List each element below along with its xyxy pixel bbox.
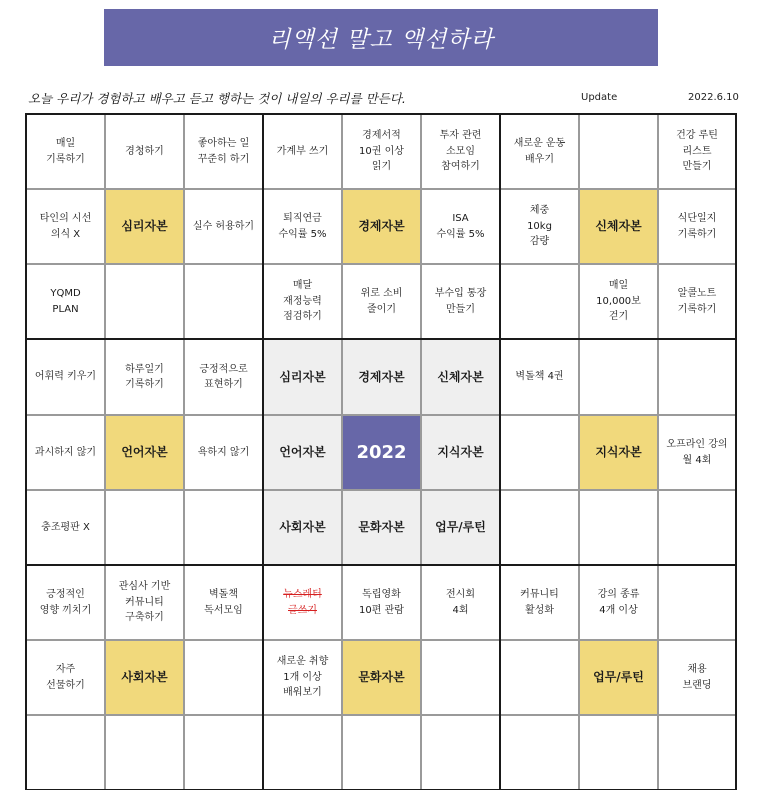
grid-cell: 독립영화 10편 관람 [342,565,421,640]
grid-cell: 경제자본 [342,339,421,415]
grid-cell: 건강 루틴 리스트 만들기 [658,114,736,189]
grid-cell: 채용 브랜딩 [658,640,736,715]
grid-cell: 문화자본 [342,640,421,715]
grid-cell [500,415,579,490]
grid-cell: 경제서적 10권 이상 읽기 [342,114,421,189]
grid-cell: 심리자본 [105,189,184,264]
grid-cell: 체중 10kg 감량 [500,189,579,264]
grid-cell: 하루일기 기록하기 [105,339,184,415]
grid-cell: 벽돌책 4권 [500,339,579,415]
grid-cell: YQMD PLAN [26,264,105,339]
grid-cell: 충조평판 X [26,490,105,565]
grid-cell: 업무/루틴 [579,640,658,715]
grid-cell [579,114,658,189]
grid-cell [500,640,579,715]
grid-cell: 새로운 취향 1개 이상 배워보기 [263,640,342,715]
grid-cell: 커뮤니티 활성화 [500,565,579,640]
grid-cell [184,490,263,565]
grid-cell: 긍정적인 영향 끼치기 [26,565,105,640]
grid-cell: 뉴스레터 글쓰기 [263,565,342,640]
grid-cell [579,715,658,790]
grid-cell: 실수 허용하기 [184,189,263,264]
grid-cell [500,715,579,790]
grid-cell: 어휘력 키우기 [26,339,105,415]
grid-cell [26,715,105,790]
grid-cell [263,715,342,790]
grid-cell: 벽돌책 독서모임 [184,565,263,640]
grid-cell: 매일 기록하기 [26,114,105,189]
grid-cell: 알콜노트 기록하기 [658,264,736,339]
grid-cell: 경제자본 [342,189,421,264]
motto-text: 오늘 우리가 경험하고 배우고 듣고 행하는 것이 내일의 우리를 만든다. [28,91,406,106]
grid-cell: 관심사 기반 커뮤니티 구축하기 [105,565,184,640]
grid-cell: 지식자본 [579,415,658,490]
grid-cell [421,640,500,715]
grid-cell: 위로 소비 줄이기 [342,264,421,339]
grid-cell: 매달 재정능력 점검하기 [263,264,342,339]
grid-cell: 타인의 시선 의식 X [26,189,105,264]
grid-cell: 언어자본 [105,415,184,490]
grid-cell [184,640,263,715]
grid-cell [342,715,421,790]
grid-cell: 부수입 통장 만들기 [421,264,500,339]
grid-cell: 새로운 운동 배우기 [500,114,579,189]
grid-cell: 긍정적으로 표현하기 [184,339,263,415]
grid-cell: 과시하지 않기 [26,415,105,490]
grid-cell [184,264,263,339]
grid-cell: 지식자본 [421,415,500,490]
grid-cell [658,490,736,565]
grid-cell: 신체자본 [421,339,500,415]
grid-cell: 오프라인 강의 월 4회 [658,415,736,490]
grid-cell: 사회자본 [263,490,342,565]
grid-cell: 심리자본 [263,339,342,415]
grid-cell [658,565,736,640]
grid-cell: 욕하지 않기 [184,415,263,490]
grid-cell: 언어자본 [263,415,342,490]
grid-cell: 신체자본 [579,189,658,264]
title-banner [104,9,658,66]
grid-cell [579,490,658,565]
grid-cell: 가계부 쓰기 [263,114,342,189]
page-title: 리액션 말고 액션하라 [268,27,494,53]
grid-cell [658,339,736,415]
mandalart-grid [25,113,737,790]
grid-cell [579,339,658,415]
grid-cell [105,264,184,339]
grid-cell [105,715,184,790]
grid-cell: ISA 수익률 5% [421,189,500,264]
grid-cell [105,490,184,565]
grid-cell [500,490,579,565]
grid-cell: 식단일지 기록하기 [658,189,736,264]
update-label: Update [581,92,618,103]
update-date: 2022.6.10 [688,92,739,103]
grid-cell: 업무/루틴 [421,490,500,565]
grid-cell: 강의 종류 4개 이상 [579,565,658,640]
grid-cell: 경청하기 [105,114,184,189]
grid-cell: 사회자본 [105,640,184,715]
grid-cell [184,715,263,790]
center-goal-cell: 2022 [342,415,421,490]
grid-cell [500,264,579,339]
grid-cell: 전시회 4회 [421,565,500,640]
grid-cell: 자주 선물하기 [26,640,105,715]
grid-cell [658,715,736,790]
grid-cell: 문화자본 [342,490,421,565]
grid-cell: 좋아하는 일 꾸준히 하기 [184,114,263,189]
grid-cell: 퇴직연금 수익률 5% [263,189,342,264]
grid-cell: 투자 관련 소모임 참여하기 [421,114,500,189]
grid-cell [421,715,500,790]
grid-cell: 매일 10,000보 걷기 [579,264,658,339]
